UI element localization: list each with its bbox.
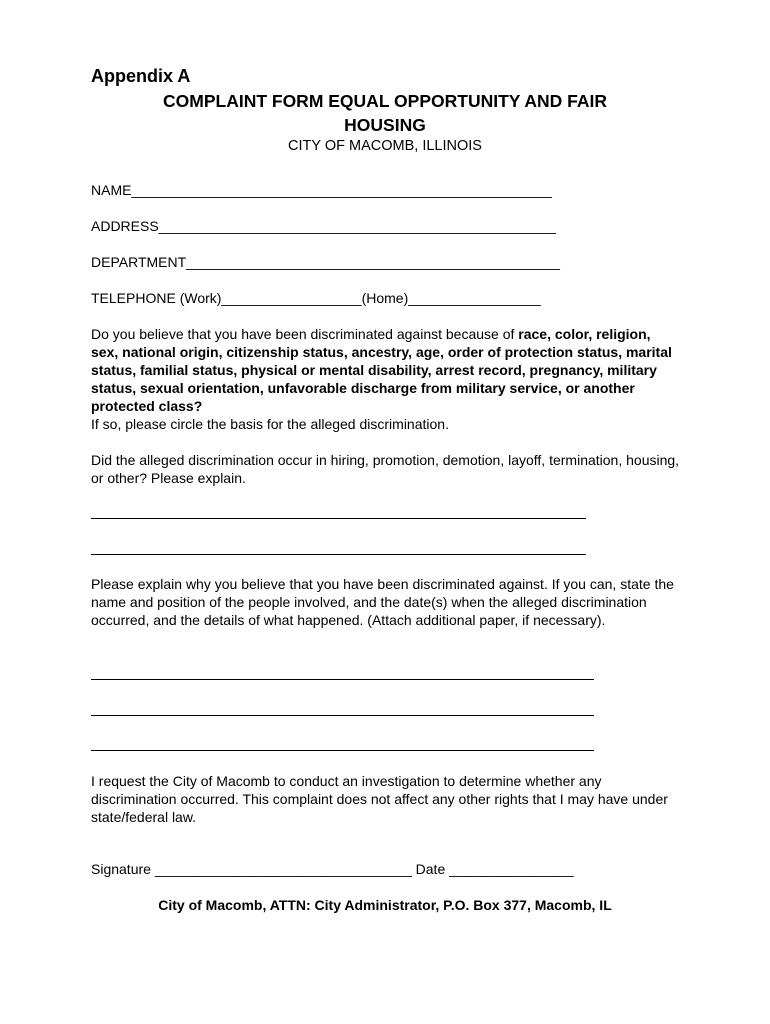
discrimination-question	[91, 325, 681, 433]
details-line-3[interactable]	[91, 750, 594, 751]
explanation-line-2[interactable]	[91, 554, 586, 555]
question-intro: Do you believe that you have been discriminated against because of	[91, 326, 519, 342]
details-line-1[interactable]	[91, 679, 594, 680]
department-field[interactable]: DEPARTMENT________________________________________________	[91, 254, 560, 270]
name-field[interactable]: NAME______________________________________________________	[91, 182, 552, 198]
investigation-request: I request the City of Macomb to conduct an investigation to determine whether any discrimination occurred. This complaint does not affect any other rights that I may have under state/federal law.	[91, 773, 668, 825]
details-question: Please explain why you believe that you have been discriminated against. If you can, state the name and position of the people involved, and the date(s) when the alleged discrimination occurred, and the details of what happened. (Attach additional paper, if necessary).	[91, 576, 674, 628]
signature-date-field[interactable]: Signature _________________________________ Date ________________	[91, 861, 574, 877]
appendix-label: Appendix A	[91, 66, 191, 86]
details-line-2[interactable]	[91, 715, 594, 716]
mailing-address: City of Macomb, ATTN: City Administrator, P.O. Box 377, Macomb, IL	[158, 897, 612, 913]
protected-classes-list[interactable]: race, color, religion, sex, national origin, citizenship status, ancestry, age, order of protection status, marital status, familial status, physical or mental disability, arrest record, pregnancy, military status, sexual orientation, unfavorable discharge from military service, or another protected class?	[91, 326, 672, 414]
city-subtitle: CITY OF MACOMB, ILLINOIS	[288, 138, 482, 154]
circle-basis-instruction: If so, please circle the basis for the alleged discrimination.	[91, 416, 449, 432]
form-title-line1: COMPLAINT FORM EQUAL OPPORTUNITY AND FAIR	[163, 91, 607, 111]
explanation-line-1[interactable]	[91, 518, 586, 519]
address-field[interactable]: ADDRESS___________________________________________________	[91, 218, 556, 234]
occurrence-question: Did the alleged discrimination occur in hiring, promotion, demotion, layoff, termination, housing, or other? Please explain.	[91, 452, 680, 486]
telephone-field[interactable]: TELEPHONE (Work)__________________(Home)_________________	[91, 290, 541, 306]
form-title-line2: HOUSING	[344, 115, 426, 135]
